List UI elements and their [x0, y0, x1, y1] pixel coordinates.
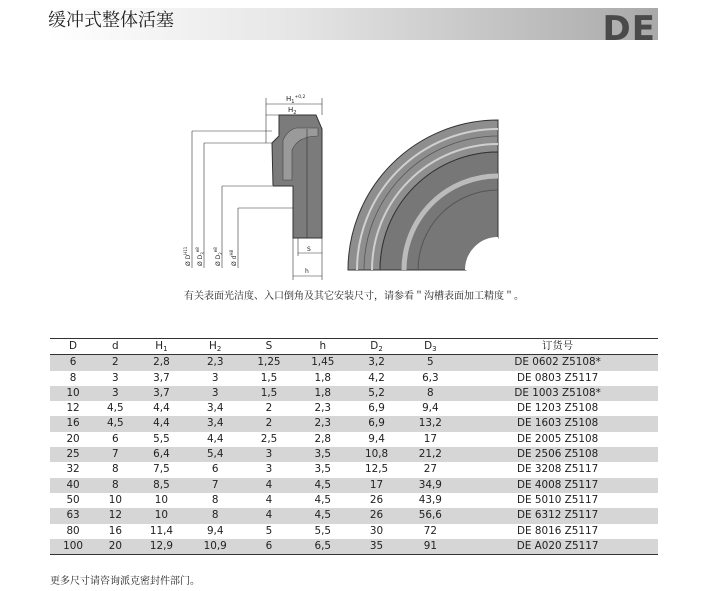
table-cell: 6	[211, 463, 219, 476]
page-title: 缓冲式整体活塞	[48, 10, 174, 31]
table-cell: 9,4	[368, 432, 385, 445]
table-cell: 56,6	[403, 508, 457, 523]
table-row	[50, 401, 658, 416]
table-cell: 26	[369, 493, 384, 506]
table-cell: 6	[50, 355, 96, 371]
table-cell: 8	[188, 508, 242, 523]
table-cell: 3,5	[296, 447, 350, 462]
drawing-caption: 有关表面光洁度、入口倒角及其它安装尺寸，请参看＂沟槽表面加工精度＂。	[184, 291, 524, 302]
dimension-table	[50, 338, 658, 555]
table-cell: 4,5	[314, 493, 332, 506]
table-cell: DE 4008 Z5117	[457, 478, 658, 493]
table-cell: 7,5	[153, 463, 170, 476]
table-cell: 4,5	[107, 402, 124, 415]
column-header: 订货号	[457, 339, 658, 355]
table-cell: DE 1003 Z5108*	[457, 386, 658, 401]
dim-label-d3: Ø $D_3^{e8}$	[195, 247, 205, 266]
table-cell: 3	[211, 371, 219, 384]
table-cell: 5,4	[188, 447, 242, 462]
table-row	[50, 508, 658, 523]
table-cell: 4,4	[135, 416, 189, 431]
column-header: $H_2$	[188, 339, 242, 355]
table-cell: 6	[112, 432, 119, 445]
column-header: $H_1$	[135, 339, 189, 355]
table-cell: DE 5010 Z5117	[517, 493, 599, 506]
product-code: DE	[602, 9, 656, 49]
table-cell: 7	[188, 478, 242, 493]
table-row	[50, 371, 658, 386]
table-cell: 4,4	[153, 402, 170, 415]
table-row	[50, 386, 658, 401]
table-cell: 10,8	[350, 447, 404, 462]
table-cell: DE 6312 Z5117	[457, 508, 658, 523]
table-cell: 43,9	[418, 493, 442, 506]
column-header: $D_3$	[403, 339, 457, 355]
table-row	[50, 416, 658, 431]
table-cell: 5,2	[350, 386, 404, 401]
table-cell: 3,5	[314, 463, 332, 476]
table-cell: 3,2	[350, 355, 404, 371]
table-cell: DE 2005 Z5108	[517, 432, 599, 445]
dim-label-h1: $H_1^{+0,2}$	[286, 95, 306, 105]
table-cell: 27	[423, 463, 437, 476]
table-cell: 34,9	[403, 478, 457, 493]
table-cell: 4	[242, 508, 296, 523]
table-cell: 3,7	[153, 371, 170, 384]
table-cell: 5,5	[153, 432, 170, 445]
table-cell: 20	[66, 432, 80, 445]
table-cell: 1,5	[260, 371, 278, 384]
table-cell: 4,5	[296, 478, 350, 493]
table-cell: 8	[112, 463, 119, 476]
table-cell: 2,8	[314, 432, 332, 445]
table-cell: 3	[188, 386, 242, 401]
seal-perspective-view	[348, 120, 498, 270]
table-cell: 6,9	[368, 402, 385, 415]
table-cell: 12	[66, 402, 80, 415]
table-cell: 16	[50, 416, 96, 431]
table-cell: 72	[423, 524, 437, 537]
table-cell: 6,3	[422, 371, 439, 384]
dim-label-h: h	[305, 268, 309, 275]
table-cell: 10	[108, 493, 122, 506]
table-header-row	[50, 339, 658, 355]
table-cell: DE 0602 Z5108*	[457, 355, 658, 371]
table-cell: 8	[211, 493, 219, 506]
table-cell: 8	[96, 478, 134, 493]
table-cell: 2	[96, 355, 134, 371]
table-cell: 12,5	[364, 463, 389, 476]
table-cell: DE 1203 Z5108	[517, 402, 599, 415]
dim-label-dd: Ø $d^{H8}$	[229, 249, 238, 266]
table-cell: 3	[112, 371, 119, 384]
table-cell: 6	[242, 539, 296, 555]
table-cell: 3	[242, 447, 296, 462]
table-cell: 1,5	[242, 386, 296, 401]
table-cell: DE 3208 Z5117	[517, 463, 599, 476]
table-cell: 10	[50, 386, 96, 401]
table-cell: 3,4	[206, 402, 224, 415]
table-cell: 91	[403, 539, 457, 555]
table-cell: 50	[66, 493, 80, 506]
table-cell: 4,4	[206, 432, 224, 445]
table-cell: DE 1603 Z5108	[457, 416, 658, 431]
table-cell: 11,4	[149, 524, 173, 537]
table-cell: 30	[369, 524, 384, 537]
table-cell: 5	[265, 524, 273, 537]
table-cell: 80	[66, 524, 80, 537]
dim-label-s: S	[307, 246, 311, 253]
table-cell: 1,8	[314, 371, 332, 384]
table-cell: 8	[69, 371, 77, 384]
table-cell: 10	[135, 508, 189, 523]
table-cell: 12	[96, 508, 134, 523]
table-cell: 4	[265, 493, 273, 506]
column-header: D	[50, 339, 96, 355]
table-row	[50, 539, 658, 555]
table-cell: 1,25	[242, 355, 296, 371]
table-row	[50, 478, 658, 493]
table-cell: 2,3	[188, 355, 242, 371]
column-header: h	[296, 339, 350, 355]
table-cell: 20	[96, 539, 134, 555]
table-cell: 2	[265, 402, 273, 415]
technical-drawing	[168, 88, 513, 288]
table-cell: 8	[403, 386, 457, 401]
table-cell: 10,9	[188, 539, 242, 555]
table-cell: 1,8	[296, 386, 350, 401]
table-cell: 35	[350, 539, 404, 555]
table-cell: 12,9	[135, 539, 189, 555]
table-cell: 3,7	[135, 386, 189, 401]
table-cell: 2,5	[260, 432, 278, 445]
column-header: S	[242, 339, 296, 355]
dim-label-h2: $H_2$	[288, 106, 297, 116]
table-cell: 16	[108, 524, 122, 537]
footer-note: 更多尺寸请咨询派克密封件部门。	[50, 576, 200, 587]
table-cell: 2,3	[314, 402, 332, 415]
dim-label-d: Ø $D^{H11}$	[183, 246, 192, 266]
table-row	[50, 462, 658, 477]
table-cell: 6,4	[135, 447, 189, 462]
table-cell: DE 0803 Z5117	[517, 371, 599, 384]
table-row	[50, 447, 658, 462]
table-cell: 32	[66, 463, 80, 476]
table-cell: 100	[50, 539, 96, 555]
dim-label-d2: Ø $D_2^{e8}$	[213, 247, 223, 266]
table-cell: 2,8	[135, 355, 189, 371]
table-cell: 3	[265, 463, 273, 476]
table-cell: 4,2	[368, 371, 385, 384]
table-cell: 17	[350, 478, 404, 493]
table-row	[50, 355, 658, 371]
table-cell: DE A020 Z5117	[457, 539, 658, 555]
table-row	[50, 432, 658, 447]
table-cell: 4	[242, 478, 296, 493]
table-cell: 5	[403, 355, 457, 371]
table-cell: 9,4	[422, 402, 439, 415]
table-cell: 7	[96, 447, 134, 462]
column-header: d	[96, 339, 134, 355]
table-cell: 40	[50, 478, 96, 493]
table-cell: 17	[423, 432, 437, 445]
table-cell: 26	[350, 508, 404, 523]
table-cell: 3,4	[188, 416, 242, 431]
table-cell: 2,3	[296, 416, 350, 431]
table-cell: 8,5	[135, 478, 189, 493]
table-cell: 1,45	[296, 355, 350, 371]
table-cell: 6,9	[350, 416, 404, 431]
table-cell: 3	[96, 386, 134, 401]
table-cell: 13,2	[403, 416, 457, 431]
table-row	[50, 493, 658, 508]
table-cell: DE 2506 Z5108	[457, 447, 658, 462]
table-cell: 25	[50, 447, 96, 462]
table-cell: 6,5	[296, 539, 350, 555]
table-row	[50, 524, 658, 539]
table-cell: 63	[50, 508, 96, 523]
table-cell: 21,2	[403, 447, 457, 462]
table-cell: 2	[242, 416, 296, 431]
column-header: $D_2$	[350, 339, 404, 355]
table-cell: 4,5	[296, 508, 350, 523]
table-cell: 5,5	[314, 524, 332, 537]
table-cell: 9,4	[206, 524, 224, 537]
table-cell: DE 8016 Z5117	[517, 524, 599, 537]
table-cell: 10	[154, 493, 169, 506]
table-cell: 4,5	[96, 416, 134, 431]
